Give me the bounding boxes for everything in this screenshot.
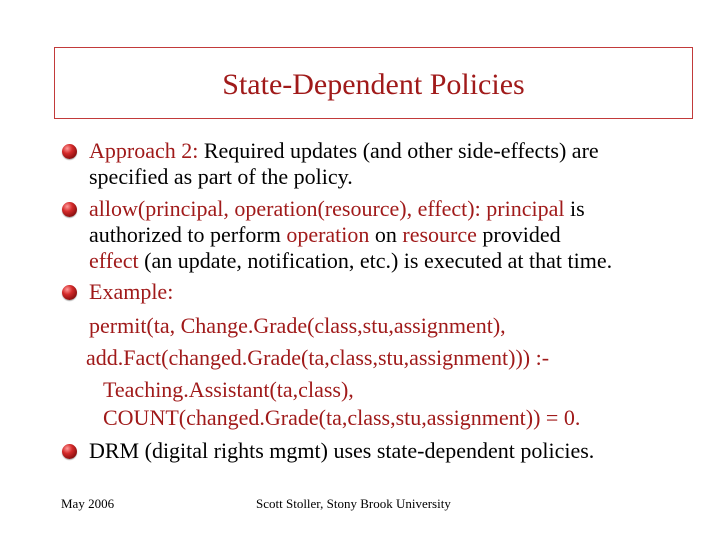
- footer-author: Scott Stoller, Stony Brook University: [256, 496, 451, 511]
- principal-word: principal: [486, 196, 565, 221]
- example-label: Example:: [89, 279, 174, 304]
- footer-date: May 2006: [61, 496, 115, 511]
- bullet-1-icon: [62, 144, 77, 159]
- bullet-1-text-1: Required updates (and other side-effects) are: [198, 138, 599, 163]
- code-line-2-text: add.Fact(changed.Grade(ta,class,stu,assignment))) :-: [86, 345, 550, 370]
- code-line-3-text: Teaching.Assistant(ta,class),: [103, 377, 354, 402]
- code-line-4: [103, 405, 580, 431]
- code-line-1-text: permit(ta, Change.Grade(class,stu,assignment),: [89, 313, 506, 338]
- allow-expression: allow(principal, operation(resource), effect):: [89, 196, 481, 221]
- code-line-4-text: COUNT(changed.Grade(ta,class,stu,assignment)) = 0.: [103, 405, 581, 430]
- bullet-2-text-a: authorized to perform: [89, 222, 287, 247]
- bullet-4-icon: [62, 444, 77, 459]
- bullet-2-line-2: [89, 222, 561, 248]
- code-line-3: [103, 377, 354, 403]
- bullet-3-icon: [62, 285, 77, 300]
- bullet-2-text-c: provided: [476, 222, 561, 247]
- bullet-2-icon: [62, 202, 77, 217]
- resource-word: resource: [402, 222, 477, 247]
- bullet-2-line-1: [89, 196, 585, 222]
- bullet-2-text-d: (an update, notification, etc.) is executed at that time.: [138, 248, 613, 273]
- bullet-2-line-3: [89, 248, 612, 274]
- code-line-1: [89, 313, 506, 339]
- bullet-4-text: DRM (digital rights mgmt) uses state-dependent policies.: [89, 438, 595, 463]
- bullet-1-line-2: [89, 164, 353, 190]
- operation-word: operation: [286, 222, 370, 247]
- bullet-4-line-1: [89, 438, 594, 464]
- bullet-3-line-1: [89, 279, 173, 305]
- bullet-2-text-b: on: [369, 222, 403, 247]
- bullet-1-label: Approach 2:: [89, 138, 199, 163]
- bullet-1-line-1: [89, 138, 599, 164]
- code-line-2: [86, 345, 549, 371]
- bullet-1-text-2: specified as part of the policy.: [89, 164, 353, 189]
- is-word: is: [564, 196, 585, 221]
- effect-word: effect: [89, 248, 139, 273]
- slide-title: State-Dependent Policies: [222, 68, 525, 101]
